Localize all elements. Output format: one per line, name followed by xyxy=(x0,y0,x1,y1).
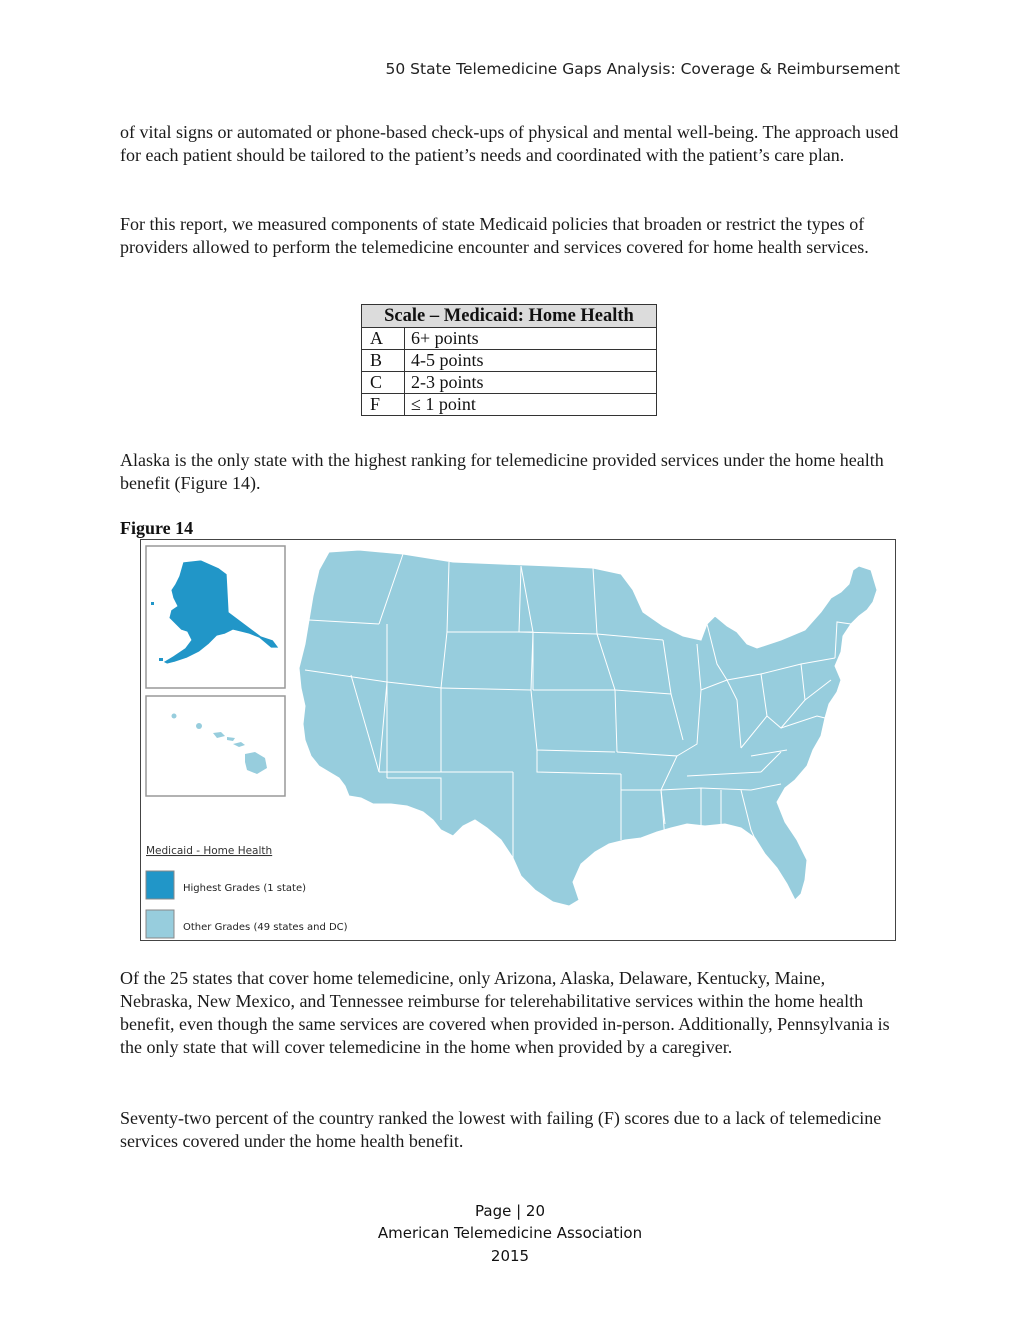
legend-label-highest: Highest Grades (1 state) xyxy=(183,883,306,894)
scale-table-header: Scale – Medicaid: Home Health xyxy=(362,305,657,328)
points-cell: 6+ points xyxy=(405,328,657,350)
grade-cell: C xyxy=(362,372,405,394)
footer-organization: American Telemedicine Association xyxy=(377,1224,643,1242)
points-cell: 2-3 points xyxy=(405,372,657,394)
paragraph-vital-signs: of vital signs or automated or phone-based check-ups of physical and mental well-being. The approach used for each patient should be tailored to the patient’s needs and coordinated with the patient’s care plan. xyxy=(120,122,899,165)
alaska-island xyxy=(151,602,154,605)
table-row xyxy=(362,328,657,350)
points-cell: 4-5 points xyxy=(405,350,657,372)
grade-cell: B xyxy=(362,350,405,372)
table-row xyxy=(362,394,657,416)
us-map-figure xyxy=(140,539,896,941)
legend-swatch-highest xyxy=(146,871,174,899)
hawaii-inset-frame xyxy=(146,696,285,796)
paragraph-seventy-two-percent: Seventy-two percent of the country ranked the lowest with failing (F) scores due to a lack of telemedicine services covered under the home health benefit. xyxy=(120,1108,882,1151)
legend-label-other: Other Grades (49 states and DC) xyxy=(183,922,348,933)
grade-cell: F xyxy=(362,394,405,416)
legend-swatch-other xyxy=(146,910,174,938)
figure-label: Figure 14 xyxy=(120,518,194,538)
paragraph-alaska: Alaska is the only state with the highest ranking for telemedicine provided services under the home health benefit (Figure 14). xyxy=(120,450,884,493)
paragraph-report-measures: For this report, we measured components of state Medicaid policies that broaden or restrict the types of providers allowed to perform the telemedicine encounter and services covered for home health services. xyxy=(120,214,869,257)
running-header: 50 State Telemedicine Gaps Analysis: Coverage & Reimbursement xyxy=(385,60,900,78)
alaska-island xyxy=(159,658,163,661)
scale-table xyxy=(361,304,657,416)
table-row xyxy=(362,350,657,372)
grade-cell: A xyxy=(362,328,405,350)
us-map xyxy=(141,540,896,941)
page-number: Page | 20 xyxy=(475,1202,545,1220)
footer-year: 2015 xyxy=(490,1247,530,1265)
paragraph-home-telemedicine: Of the 25 states that cover home telemedicine, only Arizona, Alaska, Delaware, Kentucky, Maine, Nebraska, New Mexico, and Tennessee reimburse for telerehabilitative services within the home health benefit, even though the same services are covered when provided in-person. Additionally, Pennsylvania is the only state that will cover telemedicine in the home when provided by a caregiver. xyxy=(120,968,890,1057)
legend-title: Medicaid - Home Health xyxy=(146,845,273,857)
points-cell: ≤ 1 point xyxy=(405,394,657,416)
table-row xyxy=(362,372,657,394)
